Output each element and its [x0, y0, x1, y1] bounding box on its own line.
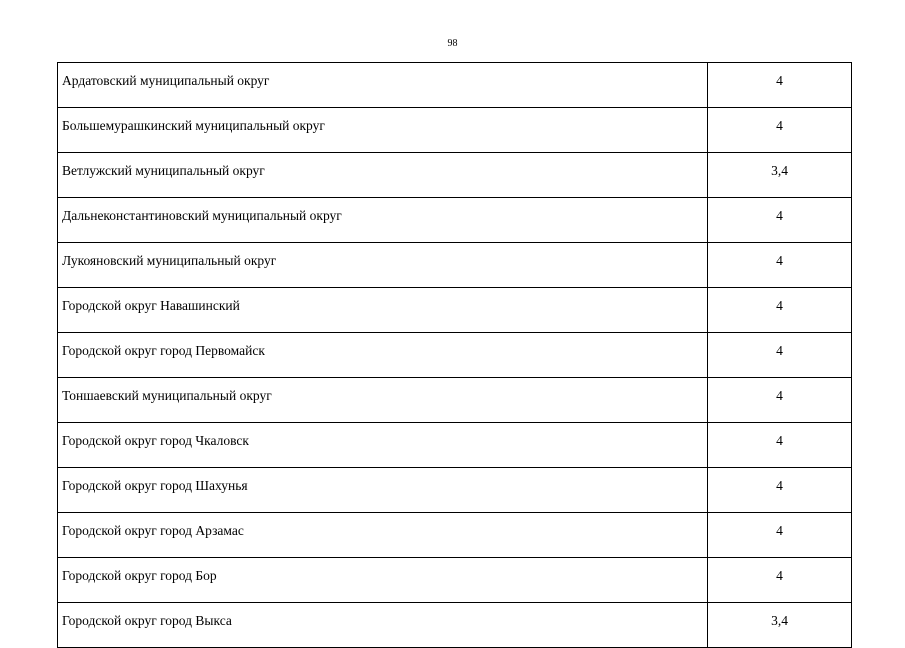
district-name-cell: Ардатовский муниципальный округ — [58, 63, 708, 108]
district-name-cell: Ветлужский муниципальный округ — [58, 153, 708, 198]
district-value-cell: 4 — [708, 108, 852, 153]
district-name-cell: Городской округ город Шахунья — [58, 468, 708, 513]
district-name-cell: Городской округ город Бор — [58, 558, 708, 603]
district-value-cell: 4 — [708, 243, 852, 288]
table-row — [58, 558, 852, 603]
page-number: 98 — [447, 38, 458, 49]
district-name-cell: Большемурашкинский муниципальный округ — [58, 108, 708, 153]
district-name-cell: Дальнеконстантиновский муниципальный округ — [58, 198, 708, 243]
district-value-cell: 4 — [708, 468, 852, 513]
district-value-cell: 4 — [708, 558, 852, 603]
table-row — [58, 423, 852, 468]
district-value-cell: 4 — [708, 378, 852, 423]
table-row — [58, 333, 852, 378]
table-row — [58, 513, 852, 558]
district-value-cell: 4 — [708, 513, 852, 558]
district-name-cell: Городской округ Навашинский — [58, 288, 708, 333]
district-value-cell: 4 — [708, 63, 852, 108]
table-row — [58, 378, 852, 423]
district-name-cell: Городской округ город Чкаловск — [58, 423, 708, 468]
district-name-cell: Лукояновский муниципальный округ — [58, 243, 708, 288]
table-row — [58, 108, 852, 153]
table-row — [58, 243, 852, 288]
district-value-cell: 4 — [708, 198, 852, 243]
table-row — [58, 603, 852, 648]
district-name-cell: Городской округ город Первомайск — [58, 333, 708, 378]
table-row — [58, 63, 852, 108]
table-row — [58, 468, 852, 513]
districts-table-body — [58, 63, 852, 648]
district-value-cell: 4 — [708, 288, 852, 333]
district-value-cell: 4 — [708, 423, 852, 468]
district-name-cell: Городской округ город Арзамас — [58, 513, 708, 558]
district-value-cell: 3,4 — [708, 603, 852, 648]
district-value-cell: 3,4 — [708, 153, 852, 198]
table-row — [58, 153, 852, 198]
districts-table — [57, 62, 852, 648]
district-name-cell: Тоншаевский муниципальный округ — [58, 378, 708, 423]
table-row — [58, 288, 852, 333]
table-row — [58, 198, 852, 243]
district-value-cell: 4 — [708, 333, 852, 378]
district-name-cell: Городской округ город Выкса — [58, 603, 708, 648]
